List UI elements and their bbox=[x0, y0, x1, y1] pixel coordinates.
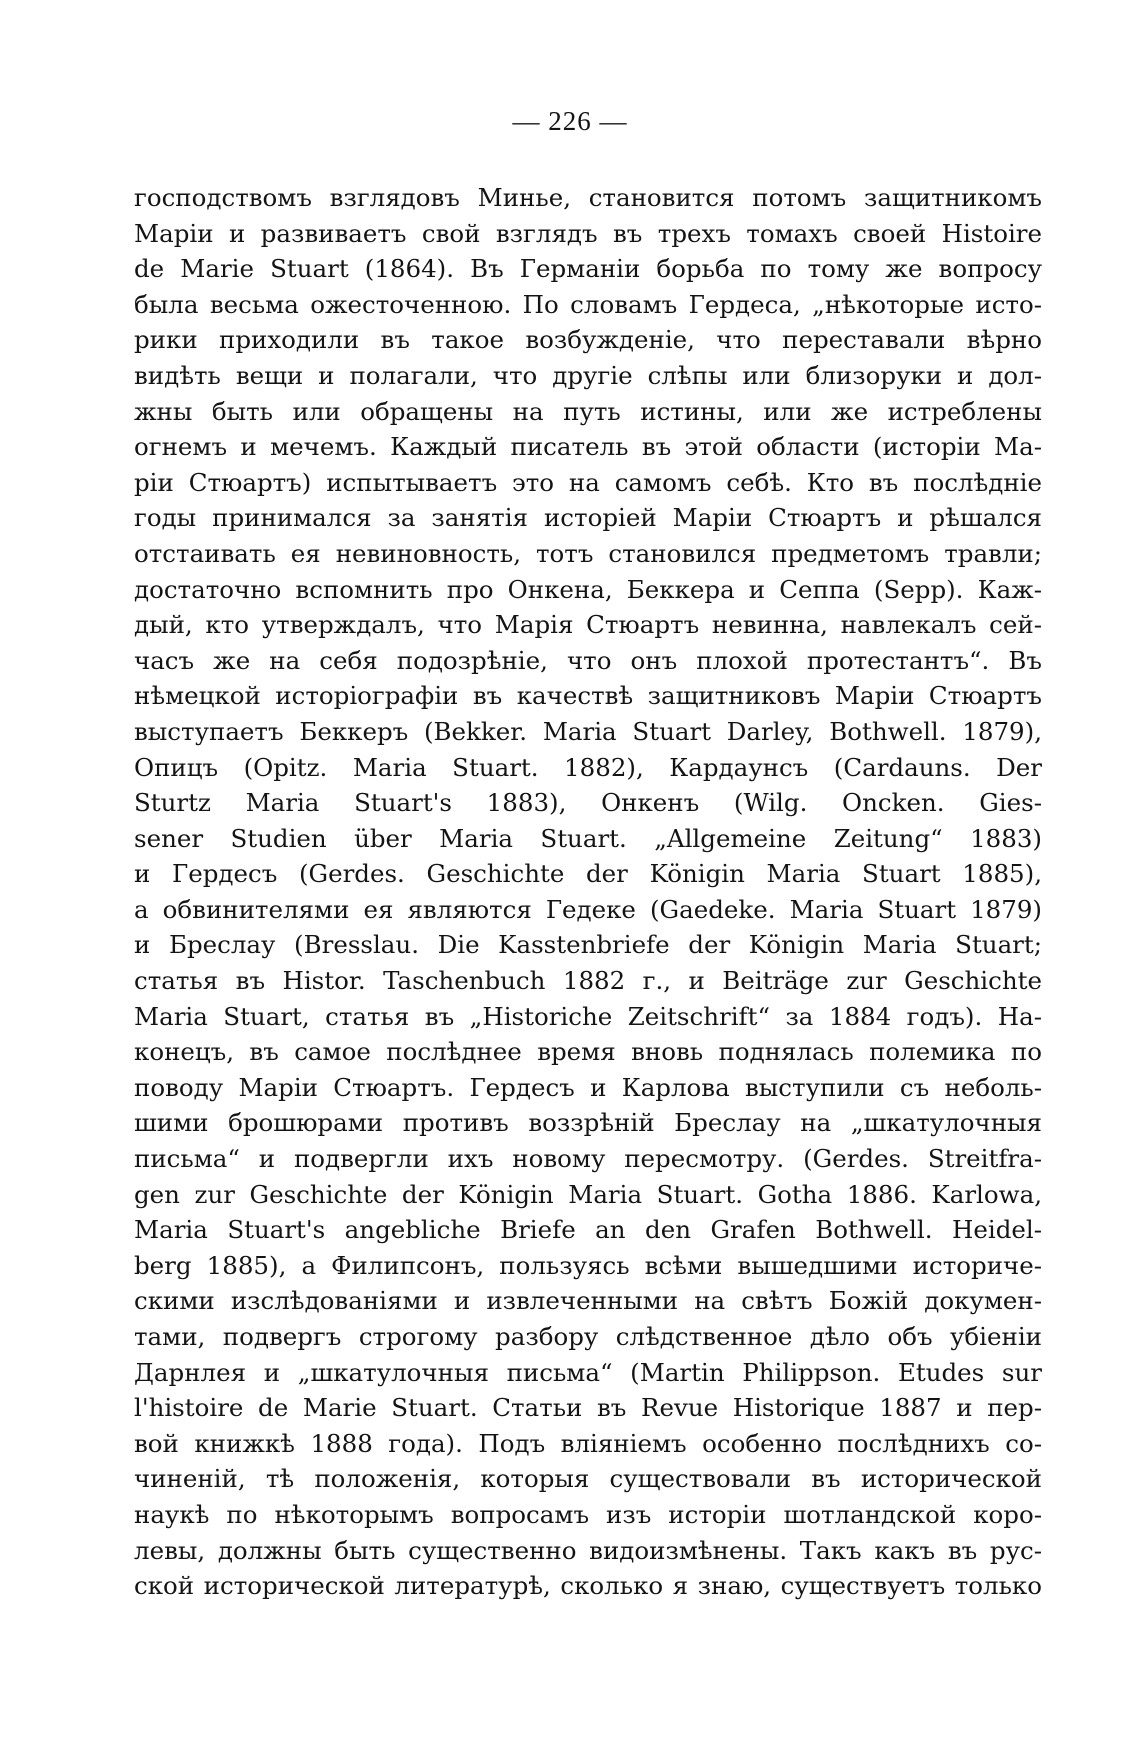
text-line: gen zur Geschichte der Königin Maria Stuart. Gotha 1886. Karlowa, bbox=[134, 1179, 1042, 1209]
text-line: вой книжкѣ 1888 года). Подъ вліяніемъ особенно послѣднихъ со- bbox=[134, 1428, 1042, 1458]
text-line: и Бреслау (Bresslau. Die Kasstenbriefe der Königin Maria Stuart; bbox=[134, 930, 1042, 960]
text-line: господствомъ взглядовъ Минье, становится потомъ защитникомъ bbox=[134, 183, 1042, 212]
text-line: левы, должны быть существенно видоизмѣнены. Такъ какъ въ рус- bbox=[134, 1535, 1042, 1565]
text-line: годы принимался за занятія исторіей Маріи Стюартъ и рѣшался bbox=[134, 503, 1042, 533]
text-line: рики приходили въ такое возбужденіе, что переставали вѣрно bbox=[134, 325, 1042, 355]
text-line: выступаетъ Беккеръ (Bekker. Maria Stuart Darley, Bothwell. 1879), bbox=[134, 716, 1042, 746]
text-line: скими изслѣдованіями и извлеченными на свѣтъ Божій докумен- bbox=[134, 1286, 1042, 1316]
text-line: огнемъ и мечемъ. Каждый писатель въ этой области (исторіи Ма- bbox=[134, 432, 1042, 462]
text-line: жны быть или обращены на путь истины, или же истреблены bbox=[134, 396, 1042, 426]
text-line: Sturtz Maria Stuart's 1883), Онкенъ (Wilg. Oncken. Gies- bbox=[134, 788, 1042, 818]
text-line: ріи Стюартъ) испытываетъ это на самомъ себѣ. Кто въ послѣдніе bbox=[134, 467, 1042, 497]
text-line: видѣть вещи и полагали, что другіе слѣпы или близоруки и дол- bbox=[134, 360, 1042, 390]
text-line: отстаивать ея невиновность, тотъ становился предметомъ травли; bbox=[134, 538, 1042, 568]
text-line: часъ же на себя подозрѣніе, что онъ плохой протестантъ“. Въ bbox=[134, 645, 1042, 675]
text-line: конецъ, въ самое послѣднее время вновь поднялась полемика по bbox=[134, 1037, 1042, 1067]
text-line: de Marie Stuart (1864). Въ Германіи борьба по тому же вопросу bbox=[134, 254, 1042, 284]
text-line: чиненій, тѣ положенія, которыя существовали въ исторической bbox=[134, 1464, 1042, 1494]
text-line: наукѣ по нѣкоторымъ вопросамъ изъ исторіи шотландской коро- bbox=[134, 1499, 1042, 1529]
body-text bbox=[134, 180, 1042, 1604]
text-line: Maria Stuart's angebliche Briefe an den Grafen Bothwell. Heidel- bbox=[134, 1215, 1042, 1245]
text-line: и Гердесъ (Gerdes. Geschichte der Königin Maria Stuart 1885), bbox=[134, 859, 1042, 889]
page-number: — 226 — bbox=[512, 106, 628, 136]
text-line: была весьма ожесточенною. По словамъ Гердеса, „нѣкоторые исто- bbox=[134, 289, 1042, 319]
text-line: статья въ Histor. Taschenbuch 1882 г., и Beiträge zur Geschichte bbox=[134, 966, 1042, 996]
text-line: дый, кто утверждалъ, что Марія Стюартъ невинна, навлекалъ сей- bbox=[134, 610, 1042, 640]
text-line: достаточно вспомнить про Онкена, Беккера и Сеппа (Sepp). Каж- bbox=[134, 574, 1042, 604]
text-line: sener Studien über Maria Stuart. „Allgemeine Zeitung“ 1883) bbox=[134, 823, 1042, 853]
text-line: berg 1885), а Филипсонъ, пользуясь всѣми вышедшими историче- bbox=[134, 1250, 1042, 1280]
text-line: шими брошюрами противъ воззрѣній Бреслау на „шкатулочныя bbox=[134, 1108, 1042, 1138]
text-line: l'histoire de Marie Stuart. Статьи въ Revue Historique 1887 и пер- bbox=[134, 1393, 1042, 1423]
text-line: Maria Stuart, статья въ „Historiche Zeitschrift“ за 1884 годъ). На- bbox=[134, 1001, 1042, 1031]
text-line: Опицъ (Opitz. Maria Stuart. 1882), Кардаунсъ (Cardauns. Der bbox=[134, 752, 1042, 782]
text-line: тами, подвергъ строгому разбору слѣдственное дѣло объ убіеніи bbox=[134, 1322, 1042, 1351]
text-line: Дарнлея и „шкатулочныя письма“ (Martin Philippson. Etudes sur bbox=[134, 1357, 1042, 1387]
text-line: Маріи и развиваетъ свой взглядъ въ трехъ томахъ своей Histoire bbox=[134, 218, 1042, 248]
text-line: а обвинителями ея являются Гедеке (Gaedeke. Maria Stuart 1879) bbox=[134, 894, 1042, 924]
text-line: поводу Маріи Стюартъ. Гердесъ и Карлова выступили съ неболь- bbox=[134, 1072, 1042, 1102]
text-line: нѣмецкой исторіографіи въ качествѣ защитниковъ Маріи Стюартъ bbox=[134, 681, 1042, 711]
text-line: ской исторической литературѣ, сколько я знаю, существуетъ только bbox=[134, 1571, 1042, 1601]
text-line: письма“ и подвергли ихъ новому пересмотру. (Gerdes. Streitfra- bbox=[134, 1144, 1042, 1174]
